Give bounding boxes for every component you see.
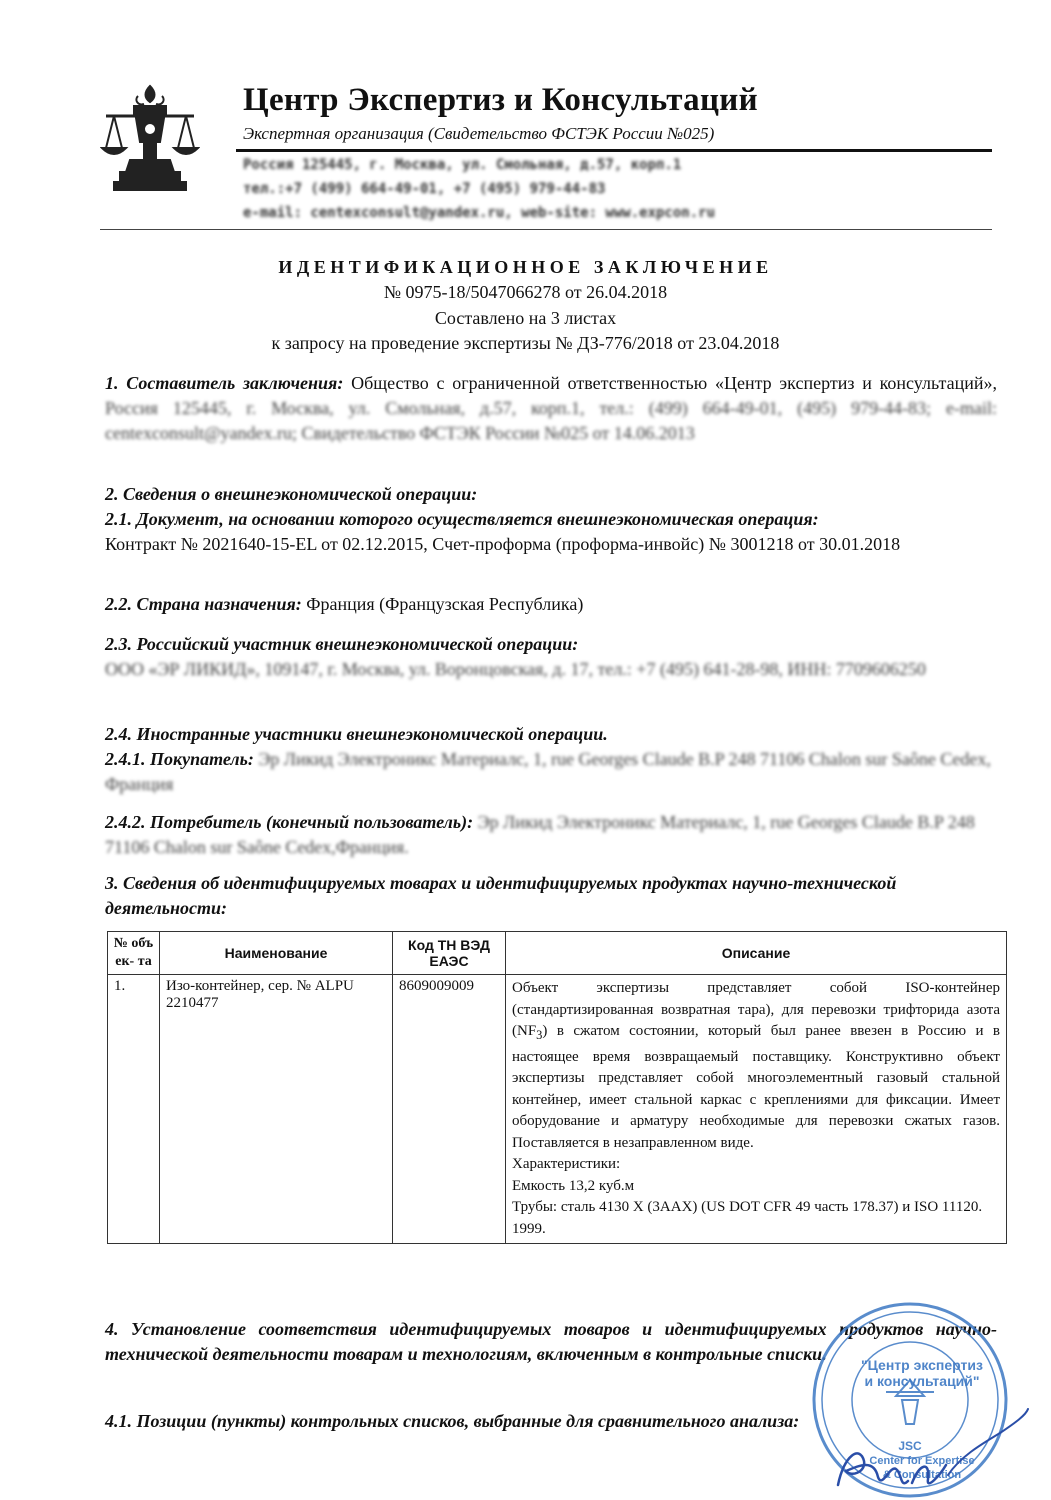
- section-2-3-label: 2.3. Российский участник внешнеэкономической операции:: [105, 634, 579, 654]
- svg-text:JSC: JSC: [898, 1439, 922, 1453]
- cell-code: 8609009009: [393, 975, 506, 1244]
- section-2-2-text: Франция (Французская Республика): [306, 594, 584, 614]
- document-number: № 0975-18/5047066278 от 26.04.2018: [383, 282, 668, 302]
- cell-desc: [506, 975, 1007, 1244]
- section-2-4: [105, 722, 997, 797]
- section-4-label: 4. Установление соответствия идентифицируемых товаров и идентифицируемых продуктов научно-технической деятельности товарам и технологиям, включенным в контрольные списки.: [105, 1319, 997, 1364]
- header-name: Наименование: [160, 932, 393, 975]
- cell-num: 1.: [108, 975, 160, 1244]
- section-2-4-2-redacted: Эр Ликид Электроникс Материалс, 1, rue Georges Claude B.P 248 71106 Chalon sur Saône Cedex,Франция.: [105, 812, 975, 857]
- section-1-redacted: Россия 125445, г. Москва, ул. Смольная, д.57, корп.1, тел.: (499) 664-49-01, (495) 979-44-83; e-mail: centexconsult@yandex.ru; Свидетельство ФСТЭК России №025 от 14.06.2013: [105, 398, 997, 443]
- header-code: Код ТН ВЭД ЕАЭС: [393, 932, 506, 975]
- organization-subtitle: Экспертная организация (Свидетельство ФСТЭК России №025): [243, 124, 715, 143]
- section-1-text: Общество с ограниченной ответственностью «Центр экспертиз и консультаций»,: [351, 373, 997, 393]
- svg-text:& Consultation: & Consultation: [882, 1469, 962, 1481]
- section-2-1-label: 2.1. Документ, на основании которого осуществляется внешнеэкономическая операция:: [105, 509, 819, 529]
- section-2-4-1-redacted: Эр Ликид Электроникс Материалс, 1, rue Georges Claude B.P 248 71106 Chalon sur Saône Cedex, Франция: [105, 749, 991, 794]
- document-sheets: Составлено на 3 листах: [434, 308, 617, 328]
- section-2: [105, 482, 997, 557]
- cell-name: Изо-контейнер, сер. № ALPU 2210477: [160, 975, 393, 1244]
- desc-subscript: 3: [536, 1028, 543, 1042]
- svg-text:"Центр экспертиз: "Центр экспертиз: [861, 1357, 983, 1373]
- section-2-1-text: Контракт № 2021640-15-EL от 02.12.2015, Счет-проформа (проформа-инвойс) № 3001218 от 30.01.2018: [105, 534, 901, 554]
- section-1: [105, 371, 997, 446]
- section-2-4-1-label: 2.4.1. Покупатель:: [105, 749, 254, 769]
- desc-char-label: Характеристики:: [512, 1156, 621, 1172]
- table-header-row: [108, 932, 1007, 975]
- section-2-4-2-label: 2.4.2. Потребитель (конечный пользователь):: [105, 812, 474, 832]
- header-desc: Описание: [506, 932, 1007, 975]
- section-2-4-label: 2.4. Иностранные участники внешнеэкономической операции.: [105, 724, 608, 744]
- table-row: [108, 975, 1007, 1244]
- section-2-2: [105, 592, 997, 617]
- section-2-2-label: 2.2. Страна назначения:: [105, 594, 302, 614]
- section-2-3-redacted: ООО «ЭР ЛИКИД», 109147, г. Москва, ул. Воронцовская, д. 17, тел.: +7 (495) 641-28-98, ИНН: 7709606250: [105, 659, 926, 679]
- section-2-4-2: [105, 810, 997, 860]
- section-4-1-label: 4.1. Позиции (пункты) контрольных списков, выбранные для сравнительного анализа:: [105, 1411, 800, 1431]
- section-2-heading: 2. Сведения о внешнеэкономической операции:: [105, 484, 478, 504]
- letterhead-divider: [236, 149, 992, 152]
- section-3-label: 3. Сведения об идентифицируемых товарах и идентифицируемых продуктах научно-технической деятельности:: [105, 873, 897, 918]
- svg-text:и консультаций": и консультаций": [864, 1373, 980, 1389]
- contact-phone: тел.:+7 (499) 664-49-01, +7 (495) 979-44-83: [243, 181, 606, 197]
- header-divider: [100, 229, 992, 230]
- desc-main-a: Объект экспертизы представляет собой ISO-контейнер (стандартизированная возвратная тара), для перевозки трифторида азота (NF: [512, 980, 1000, 1039]
- contact-address: Россия 125445, г. Москва, ул. Смольная, д.57, корп.1: [243, 157, 682, 173]
- document-request: к запросу на проведение экспертизы № ДЗ-776/2018 от 23.04.2018: [271, 333, 780, 353]
- desc-main-b: ) в сжатом состоянии, который был ранее ввезен в Россию и в настоящее время возвращаемый поставщику. Конструктивно объект экспертизы представляет собой многоэлементный газовый стальной контейнер, имеет стальной каркас с креплениями для фиксации. Имеет оборудование и арматуру необходимые для перевозки сжатых газов. Поставляется в незаправленном виде.: [512, 1023, 1000, 1151]
- scales-emblem-logo: [100, 82, 200, 192]
- handwritten-signature: [830, 1405, 1030, 1500]
- section-2-3: [105, 632, 997, 682]
- document-title: ИДЕНТИФИКАЦИОННОЕ ЗАКЛЮЧЕНИЕ: [278, 257, 773, 277]
- organization-name: Центр Экспертиз и Консультаций: [243, 82, 758, 118]
- desc-char-capacity: Емкость 13,2 куб.м: [512, 1177, 635, 1194]
- header-num: № объ ек- та: [108, 932, 160, 975]
- contact-email: e-mail: centexconsult@yandex.ru, web-site: www.expcon.ru: [243, 205, 716, 221]
- items-table: [107, 931, 1007, 1244]
- desc-char-pipes: Трубы: сталь 4130 X (3AAX) (US DOT CFR 49 часть 178.37) и ISO 11120. 1999.: [512, 1199, 983, 1237]
- section-1-label: 1. Составитель заключения:: [105, 373, 344, 393]
- svg-text:Center for Expertise: Center for Expertise: [869, 1455, 975, 1467]
